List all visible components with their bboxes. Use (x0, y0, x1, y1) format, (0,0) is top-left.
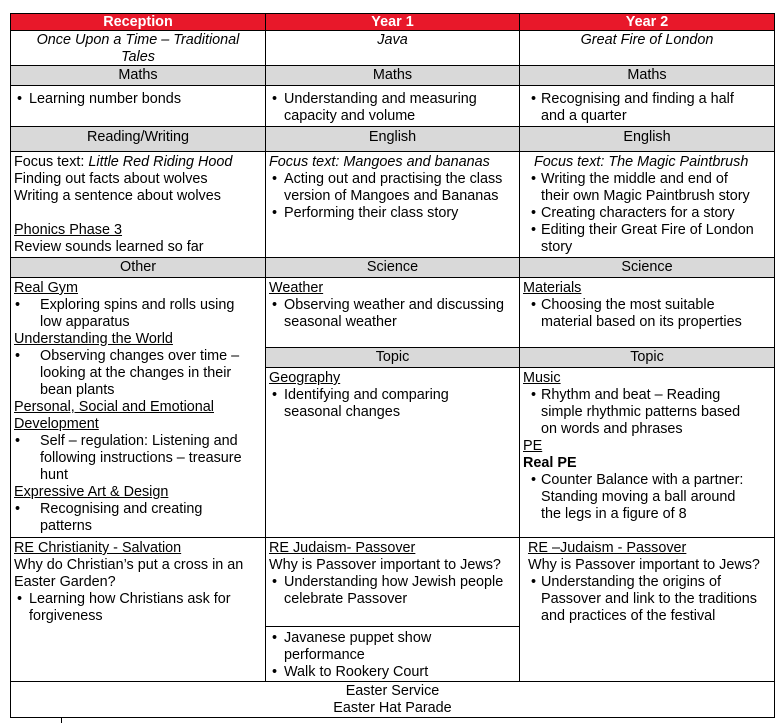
re-year1-item: • Understanding how Jewish people (269, 574, 516, 591)
footer-line: Easter Service (345, 683, 440, 699)
topic-reception (10, 30, 266, 66)
maths-label-year2: Maths (519, 65, 775, 86)
focus-text-year1: Focus text: Mangoes and bananas (269, 154, 490, 170)
other-item: • Self – regulation: Listening and (14, 433, 262, 450)
real-pe-heading: Real PE (523, 455, 577, 471)
header-reception: Reception (10, 13, 266, 31)
english-year2 (519, 151, 775, 258)
maths-year2-item: • Recognising and finding a half (523, 91, 771, 108)
psed-heading-cont: Development (14, 416, 99, 432)
english-reception-line: Writing a sentence about wolves (14, 188, 221, 204)
re-reception (10, 537, 266, 682)
other-item-cont: bean plants (40, 382, 115, 398)
other-reception (10, 277, 266, 538)
re-question: Why is Passover important to Jews? (528, 557, 760, 573)
science-year2 (519, 277, 775, 348)
english-year2-item-cont: their own Magic Paintbrush story (541, 188, 750, 204)
re-judaism-heading-year2: RE –Judaism - Passover (528, 540, 687, 556)
re-year2-item: • Understanding the origins of (523, 574, 771, 591)
pe-item-cont: the legs in a figure of 8 (541, 506, 687, 522)
geography-heading: Geography (269, 370, 341, 386)
science-year1 (265, 277, 520, 348)
re-question: Why is Passover important to Jews? (269, 557, 501, 573)
pe-item: • Counter Balance with a partner: (523, 472, 771, 489)
science-year1-item: • Observing weather and discussing (269, 297, 516, 314)
focus-text-year2: Focus text: The Magic Paintbrush (534, 154, 749, 170)
topic-year2-content (519, 367, 775, 538)
real-gym-heading: Real Gym (14, 280, 78, 296)
english-reception (10, 151, 266, 258)
topic-year1-item-cont: seasonal changes (284, 404, 401, 420)
expressive-art-heading: Expressive Art & Design (14, 484, 169, 500)
re-reception-item-cont: forgiveness (29, 608, 103, 624)
focus-title: Little Red Riding Hood (88, 154, 233, 170)
phonics-review: Review sounds learned so far (14, 239, 204, 255)
topic-reception-line: Once Upon a Time – Traditional (36, 32, 240, 48)
maths-label-reception: Maths (10, 65, 266, 86)
maths-label-year1: Maths (265, 65, 520, 86)
maths-year1-item-cont: capacity and volume (284, 108, 416, 124)
topic-label-year2: Topic (519, 347, 775, 368)
science-year2-item: • Choosing the most suitable (523, 297, 771, 314)
re-reception-item: • Learning how Christians ask for (14, 591, 262, 608)
topic-year2-item: • Rhythm and beat – Reading (523, 387, 771, 404)
reading-writing-label: Reading/Writing (10, 126, 266, 152)
header-year2: Year 2 (519, 13, 775, 31)
re-christianity-heading: RE Christianity - Salvation (14, 540, 182, 556)
extra-year1-item-cont: performance (284, 647, 365, 663)
page-cursor-mark (61, 717, 62, 723)
english-year2-item: • Writing the middle and end of (523, 171, 771, 188)
footer-events (10, 681, 775, 718)
maths-year1 (265, 85, 520, 127)
other-item: • Observing changes over time – (14, 348, 262, 365)
maths-year2 (519, 85, 775, 127)
re-question-cont: Easter Garden? (14, 574, 116, 590)
english-year2-item: • Editing their Great Fire of London (523, 222, 771, 239)
extra-year1 (265, 626, 520, 682)
english-year1-item: • Performing their class story (269, 205, 516, 222)
other-item-cont: patterns (40, 518, 92, 534)
science-label-year1: Science (265, 257, 520, 278)
maths-reception (10, 85, 266, 127)
english-label-year1: English (265, 126, 520, 152)
science-label-year2: Science (519, 257, 775, 278)
understanding-world-heading: Understanding the World (14, 331, 173, 347)
pe-heading: PE (523, 438, 543, 454)
psed-heading: Personal, Social and Emotional (14, 399, 214, 415)
english-year1-item: • Acting out and practising the class (269, 171, 516, 188)
topic-year1-item: • Identifying and comparing (269, 387, 516, 404)
extra-year1-item: • Javanese puppet show (269, 630, 516, 647)
re-judaism-heading-year1: RE Judaism- Passover (269, 540, 416, 556)
other-item: • Recognising and creating (14, 501, 262, 518)
topic-year2-item-cont: on words and phrases (541, 421, 683, 437)
other-label: Other (10, 257, 266, 278)
english-year2-item-cont: story (541, 239, 573, 255)
phonics-heading: Phonics Phase 3 (14, 222, 123, 238)
re-year2 (519, 537, 775, 682)
topic-label-year1: Topic (265, 347, 520, 368)
english-label-year2: English (519, 126, 775, 152)
other-item-cont: low apparatus (40, 314, 130, 330)
english-reception-line: Finding out facts about wolves (14, 171, 208, 187)
other-item-cont: looking at the changes in their (40, 365, 232, 381)
weather-heading: Weather (269, 280, 324, 296)
other-item-cont: following instructions – treasure (40, 450, 242, 466)
maths-year1-item: • Understanding and measuring (269, 91, 516, 108)
other-item-cont: hunt (40, 467, 69, 483)
header-year1: Year 1 (265, 13, 520, 31)
topic-year2-item-cont: simple rhythmic patterns based (541, 404, 741, 420)
footer-line: Easter Hat Parade (333, 700, 452, 716)
re-question: Why do Christian’s put a cross in an (14, 557, 244, 573)
pe-item-cont: Standing moving a ball around (541, 489, 736, 505)
topic-year1: Java (265, 30, 520, 66)
topic-year2: Great Fire of London (519, 30, 775, 66)
science-year1-item-cont: seasonal weather (284, 314, 397, 330)
english-year1-item-cont: version of Mangoes and Bananas (284, 188, 499, 204)
maths-reception-item: • Learning number bonds (14, 91, 262, 108)
music-heading: Music (523, 370, 561, 386)
english-year2-item: • Creating characters for a story (523, 205, 771, 222)
re-year1 (265, 537, 520, 627)
re-year2-item-cont: Passover and link to the traditions (541, 591, 757, 607)
science-year2-item-cont: material based on its properties (541, 314, 742, 330)
topic-reception-line: Tales (121, 49, 155, 65)
extra-year1-item: • Walk to Rookery Court (269, 664, 516, 681)
english-year1 (265, 151, 520, 258)
maths-year2-item-cont: and a quarter (541, 108, 627, 124)
focus-prefix: Focus text: (14, 154, 89, 170)
topic-year1-content (265, 367, 520, 538)
re-year2-item-cont: and practices of the festival (541, 608, 716, 624)
re-year1-item-cont: celebrate Passover (284, 591, 408, 607)
other-item: • Exploring spins and rolls using (14, 297, 262, 314)
materials-heading: Materials (523, 280, 582, 296)
